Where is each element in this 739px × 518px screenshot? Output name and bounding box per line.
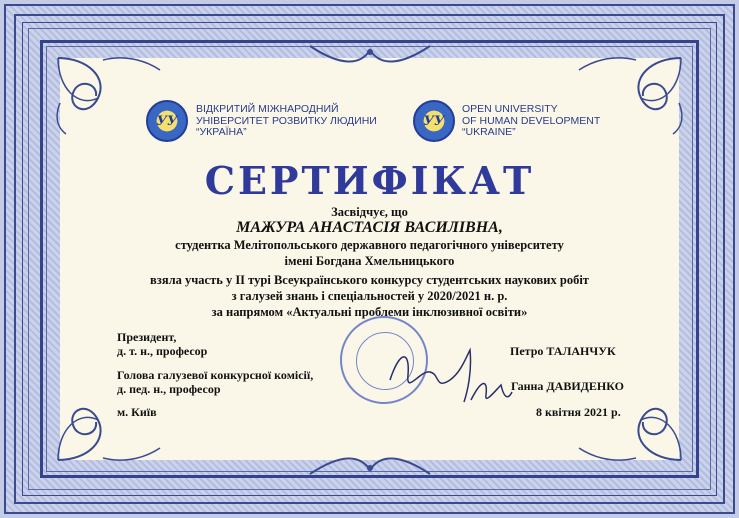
bottom-ornament bbox=[300, 450, 440, 478]
participation-line-3: за напрямом «Актуальні проблеми інклюзивної освіти» bbox=[211, 305, 528, 319]
signatory-position: Голова галузевої конкурсної комісії, д. пед. н., професор bbox=[117, 368, 314, 396]
signatory-name: Ганна ДАВИДЕНКО bbox=[511, 379, 624, 393]
university-logo: УУ bbox=[146, 100, 188, 142]
student-line-1: студентка Мелітопольського державного педагогічного університету bbox=[175, 238, 564, 252]
certifies-text: Засвідчує, що bbox=[331, 205, 408, 219]
signatory-position: Президент, д. т. н., професор bbox=[117, 330, 208, 358]
date: 8 квітня 2021 р. bbox=[536, 405, 621, 419]
participation-line-2: з галузей знань і спеціальностей у 2020/2021 н. р. bbox=[231, 289, 508, 303]
student-line-2: імені Богдана Хмельницького bbox=[284, 254, 455, 268]
certificate-title: СЕРТИФІКАТ bbox=[204, 158, 535, 203]
university-logo: УУ bbox=[413, 100, 455, 142]
top-ornament bbox=[300, 42, 440, 70]
signature bbox=[466, 370, 516, 410]
corner-ornament bbox=[571, 380, 691, 470]
org-name-ua: ВІДКРИТИЙ МІЖНАРОДНИЙ УНІВЕРСИТЕТ РОЗВИТКУ ЛЮДИНИ “УКРАЇНА” bbox=[196, 103, 377, 138]
participation-line-1: взяла участь у II турі Всеукраїнського конкурсу студентських наукових робіт bbox=[150, 273, 589, 287]
city: м. Київ bbox=[117, 405, 157, 419]
signatory-name: Петро ТАЛАНЧУК bbox=[510, 344, 616, 358]
recipient-name: МАЖУРА АНАСТАСІЯ ВАСИЛІВНА, bbox=[236, 219, 503, 236]
org-name-en: OPEN UNIVERSITY OF HUMAN DEVELOPMENT “UKRAINE” bbox=[462, 103, 601, 138]
